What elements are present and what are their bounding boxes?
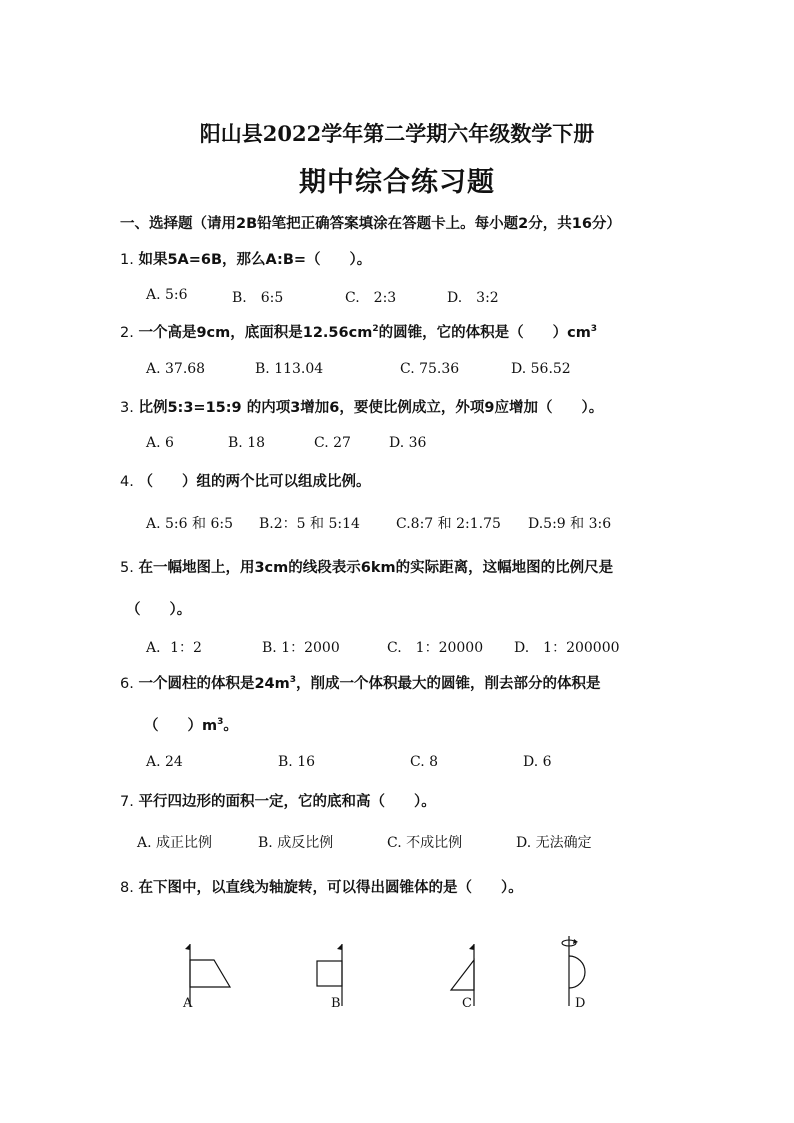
option-b: B. 6:5 [232, 290, 284, 306]
option-c: C. 8 [410, 754, 439, 770]
figure-d-label: D [575, 996, 586, 1011]
option-d: D. 无法确定 [516, 835, 592, 851]
option-d: D. 1：200000 [514, 640, 620, 656]
figure-a-label: A [183, 996, 193, 1011]
question-5 [120, 556, 613, 577]
option-a: A. 24 [146, 754, 183, 770]
option-a: A. 成正比例 [137, 835, 213, 851]
question-5-continuation: （ ）。 [126, 602, 192, 618]
option-d: D. 36 [389, 435, 427, 451]
option-c: C.8:7 和 2:1.75 [396, 516, 501, 532]
question-number: 2. [120, 325, 134, 341]
question-number: 8. [120, 880, 134, 896]
question-text: 比例5:3=15:9 的内项3增加6，要使比例成立，外项9应增加（ ）。 [138, 400, 604, 416]
option-c: C. 75.36 [400, 361, 460, 377]
option-c: C. 27 [314, 435, 351, 451]
question-number: 3. [120, 400, 134, 416]
question-number: 4. [120, 474, 134, 490]
option-d: D. 6 [523, 754, 552, 770]
option-b: B.2：5 和 5:14 [259, 516, 360, 532]
option-a: A．1：2 [146, 640, 202, 656]
question-text: 一个圆柱的体积是$24m^3$，削成一个体积最大的圆锥，削去部分的体积是 [138, 675, 601, 692]
question-text: 在下图中，以直线为轴旋转，可以得出圆锥体的是（ ）。 [138, 880, 523, 896]
section-heading-choice: 一、选择题（请用2B铅笔把正确答案填涂在答题卡上。每小题2分，共16分） [120, 216, 621, 232]
figure-c-label: C [462, 996, 472, 1011]
option-a: A. 5:6 [146, 287, 188, 303]
question-number: 5. [120, 560, 134, 576]
question-4 [120, 470, 370, 491]
option-d: D. 3:2 [447, 290, 499, 306]
question-text: 平行四边形的面积一定，它的底和高（ ）。 [138, 794, 436, 810]
option-c: C. 2:3 [345, 290, 397, 306]
question-number: 7. [120, 794, 134, 810]
option-b: B. 1：2000 [262, 640, 340, 656]
option-d: D. 56.52 [511, 361, 571, 377]
option-b: B. 18 [228, 435, 266, 451]
document-subtitle: 期中综合练习题 [299, 167, 495, 198]
question-text: 在一幅地图上，用3cm的线段表示6km的实际距离，这幅地图的比例尺是 [138, 560, 614, 576]
question-6-continuation: （ ）$m^3$。 [144, 717, 238, 734]
question-3 [120, 396, 603, 417]
document-title: 阳山县2022学年第二学期六年级数学下册 [199, 121, 595, 146]
question-text: 如果5A=6B，那么A:B=（ ）。 [138, 252, 372, 268]
question-number: 6. [120, 676, 134, 692]
question-text: （ ）组的两个比可以组成比例。 [138, 474, 371, 490]
option-b: B. 16 [278, 754, 316, 770]
question-8 [120, 876, 523, 897]
option-c: C. 1：20000 [387, 640, 484, 656]
option-a: A. 37.68 [146, 361, 206, 377]
question-text: 一个高是9cm，底面积是$12.56cm^2$的圆锥，它的体积是（ ）$cm^3$ [138, 324, 598, 341]
question-7 [120, 790, 436, 811]
question-1 [120, 248, 371, 269]
option-a: A. 5:6 和 6:5 [146, 516, 233, 532]
option-b: B. 成反比例 [258, 835, 334, 851]
option-d: D.5:9 和 3:6 [528, 516, 612, 532]
option-a: A. 6 [146, 435, 174, 451]
question-number: 1. [120, 252, 134, 268]
question-2 [120, 321, 597, 342]
figure-b-label: B [331, 996, 341, 1011]
question-6 [120, 672, 601, 693]
option-b: B. 113.04 [255, 361, 324, 377]
option-c: C. 不成比例 [387, 835, 463, 851]
